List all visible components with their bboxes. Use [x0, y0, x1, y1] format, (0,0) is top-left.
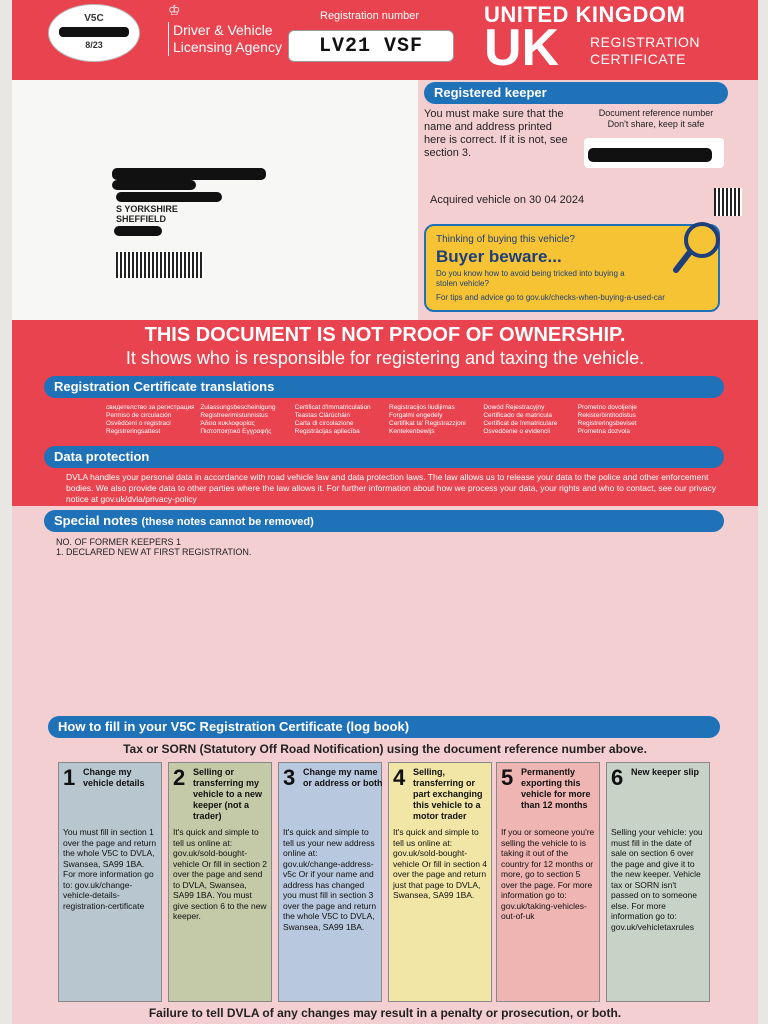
reg-number-plate: LV21 VSF [288, 30, 454, 62]
card-number: 1 [63, 765, 76, 790]
card-title: New keeper slip [631, 767, 700, 777]
card-title: Selling or transferring my vehicle to a new keeper (not a trader) [193, 767, 263, 821]
translation-item: Registreringsattest [106, 428, 161, 435]
address-line: SHEFFIELD [116, 214, 167, 224]
agency-name: Driver & Vehicle Licensing Agency [168, 22, 288, 56]
translation-item: Permiso de circulación [106, 412, 172, 419]
registered-keeper-heading: Registered keeper [424, 82, 728, 104]
doc-type-line1: REGISTRATION [590, 34, 700, 50]
penalty-warning: Failure to tell DVLA of any changes may result in a penalty or prosecution, or both. [148, 1006, 622, 1020]
qr-code-icon [714, 188, 742, 216]
howto-card-6 [606, 762, 710, 1002]
redaction [114, 226, 162, 236]
reg-number-label: Registration number [320, 10, 420, 22]
card-title: Permanently exporting this vehicle for more than 12 months [521, 767, 591, 810]
howto-card-4 [388, 762, 492, 1002]
redaction [112, 180, 196, 190]
card-body: If you or someone you're selling the vehicle to is taking it out of the country for 12 months or more, go to section 5 over the page. For more information go to: gov.uk/taking-vehicles-out-of-uk [501, 827, 595, 921]
card-number: 6 [611, 765, 624, 790]
translation-item: Teastas Clárúcháin [294, 412, 350, 419]
docref-label [588, 108, 724, 130]
country-code: UK [484, 19, 560, 77]
translation-item: Prometna dozvola [577, 428, 631, 435]
buyer-desc: Do you know how to avoid being tricked into buying a stolen vehicle? [436, 269, 625, 288]
data-protection-heading: Data protection [44, 446, 724, 468]
translation-item: Zulassungsbescheinigung [200, 404, 276, 411]
card-number: 3 [283, 765, 296, 790]
translation-item: Dowód Rejestracyjny [483, 404, 545, 411]
card-body: It's quick and simple to tell us your new address online at: gov.uk/change-address-v5c Or if your name and address has changed you must fill in section 3 over the page and return the whole V5C to DVLA, Swansea, SA99 1BA. [283, 827, 377, 932]
translation-item: Certifikat ta' Registrazzjoni [389, 420, 466, 427]
card-body: It's quick and simple to tell us online at: gov.uk/sold-bought-vehicle Or fill in section 4 over the page and return just that page to DVLA, Swansea, SA99 1BA. [393, 827, 488, 900]
card-body: It's quick and simple to tell us online at: gov.uk/sold-bought-vehicle Or fill in section 2 over the page and send to DVLA, Swansea, SA99 1BA. You must give section 6 to the new keeper. [173, 827, 268, 921]
howto-subheading: Tax or SORN (Statutory Off Road Notification) using the document reference number above. [123, 742, 647, 756]
translation-item: Registreerimistunnistus [200, 412, 268, 419]
translation-item: Registracijos liudijimas [389, 404, 455, 411]
badge-date: 8/23 [85, 40, 103, 50]
doc-type-line2: CERTIFICATE [590, 51, 686, 67]
special-notes-title: Special notes [54, 513, 138, 528]
redaction [116, 192, 222, 202]
special-notes-heading [44, 510, 724, 532]
translation-item: Carta di circolazione [294, 420, 354, 427]
card-number: 2 [173, 765, 186, 790]
howto-card-1 [58, 762, 162, 1002]
magnifier-icon [672, 220, 722, 276]
badge-code: V5C [84, 13, 104, 24]
translation-item: Πιστοποιητικό Εγγραφής [200, 428, 272, 435]
crest-icon: ♔ [168, 2, 181, 18]
card-number: 5 [501, 765, 514, 790]
translation-item: Osvědčení o registraci [106, 420, 171, 427]
ownership-warning: THIS DOCUMENT IS NOT PROOF OF OWNERSHIP. [144, 324, 626, 346]
howto-heading: How to fill in your V5C Registration Certificate (log book) [48, 716, 720, 738]
translation-item: Certificado de matrícula [483, 412, 552, 419]
acquired-date: Acquired vehicle on 30 04 2024 [430, 194, 585, 206]
card-title: Selling, transferring or part exchanging this vehicle to a motor trader [413, 767, 483, 821]
buyer-title: Buyer beware... [436, 247, 562, 266]
address-line: S YORKSHIRE [116, 204, 178, 214]
card-number: 4 [393, 765, 406, 790]
translations-grid [106, 404, 666, 435]
translation-item: свидетелство за регистрация [106, 404, 195, 411]
howto-card-3 [278, 762, 382, 1002]
translation-item: Άδεια κυκλοφορίας [200, 420, 255, 427]
docref-hint: Don't share, keep it safe [607, 119, 705, 129]
buyer-link: For tips and advice go to gov.uk/checks-when-buying-a-used-car [436, 293, 665, 302]
redaction [588, 148, 712, 162]
translation-item: Registrācijas apliecība [294, 428, 360, 435]
keeper-note: You must make sure that the name and address printed here is correct. If it is not, see section 3. [424, 108, 568, 159]
card-body: You must fill in section 1 over the page and return the whole V5C to DVLA, Swansea, SA99 1BA. For more information go to: gov.uk/change-vehicle-details-registration-certificate [63, 827, 157, 911]
translation-item: Certificat d'immatriculation [294, 404, 371, 411]
card-title: Change my vehicle details [83, 767, 145, 788]
howto-card-2 [168, 762, 272, 1002]
redaction [112, 168, 266, 180]
howto-card-5 [496, 762, 600, 1002]
translation-item: Certificat de înmatriculare [483, 420, 558, 427]
card-title: Change my name or address or both [303, 767, 383, 788]
translation-item: Rekisteröintitodistus [577, 412, 636, 419]
docref-title: Document reference number [598, 108, 714, 118]
ownership-subtext: It shows who is responsible for registering and taxing the vehicle. [125, 348, 645, 368]
translation-item: Osvedčenie o evidencii [483, 428, 551, 435]
v5c-badge [48, 4, 140, 62]
special-notes-subtitle: (these notes cannot be removed) [141, 516, 314, 528]
data-protection-text: DVLA handles your personal data in accordance with road vehicle law and data protection laws. The law allows us to release your data to the police and other enforcement bodies. We also provide data to other parties where the law allows it. For further information about how we process your data, your rights and who to contact, see our privacy notice at gov.uk/dvla/privacy-policy [66, 472, 716, 504]
special-note-item: 1. DECLARED NEW AT FIRST REGISTRATION. [56, 547, 252, 557]
redaction [59, 27, 129, 37]
translation-item: Forgalmi engedély [389, 412, 443, 419]
translation-item: Prometno dovoljenje [577, 404, 637, 411]
former-keepers: NO. OF FORMER KEEPERS 1 [56, 537, 182, 547]
doc-type [590, 34, 700, 68]
translation-item: Registreringsbeviset [577, 420, 637, 427]
buyer-question: Thinking of buying this vehicle? [436, 234, 575, 245]
country-name: UNITED KINGDOM [484, 2, 686, 27]
translations-heading: Registration Certificate translations [44, 376, 724, 398]
translation-item: Kentekenbewijs [389, 428, 435, 435]
barcode-icon [116, 252, 204, 278]
card-body: Selling your vehicle: you must fill in the date of sale on section 6 over the page and give it to the new keeper. Vehicle tax or SORN isn't passed on to someone else. For more information go to: gov.uk/vehicletaxrules [611, 827, 703, 932]
